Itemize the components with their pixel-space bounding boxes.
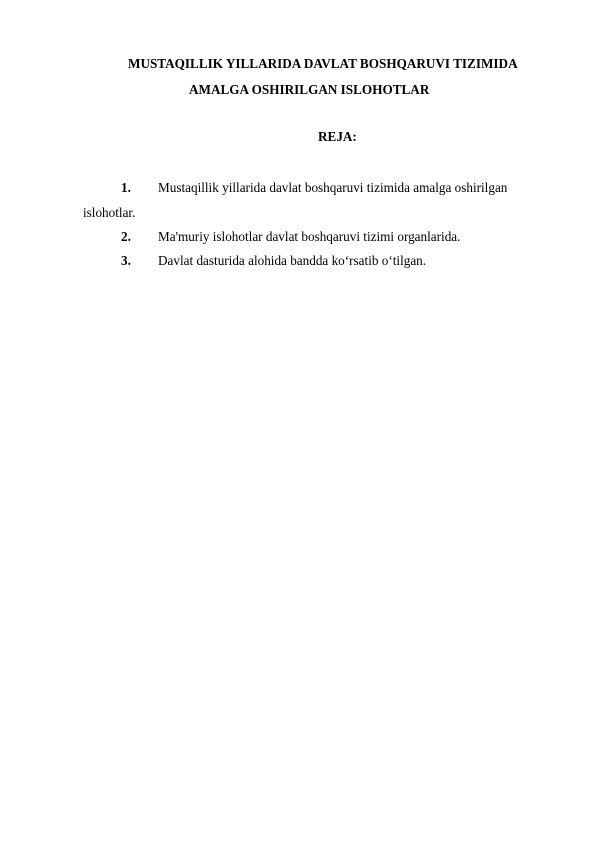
plan-item-1-continuation: islohotlar.: [83, 205, 136, 220]
plan-item-2-text: Ma'muriy islohotlar davlat boshqaruvi tizimi organlarida.: [158, 229, 461, 244]
plan-item-3-text: Davlat dasturida alohida bandda ko‘rsatib o‘tilgan.: [158, 253, 427, 268]
document-title-line-1: MUSTAQILLIK YILLARIDA DAVLAT BOSHQARUVI TIZIMIDA: [128, 56, 518, 71]
document-title-line-2: AMALGA OSHIRILGAN ISLOHOTLAR: [189, 82, 430, 97]
plan-heading: REJA:: [318, 129, 357, 144]
plan-item-2-number: 2.: [121, 229, 131, 244]
plan-item-1-number: 1.: [121, 180, 131, 195]
plan-item-3-number: 3.: [121, 253, 131, 268]
plan-item-1-text: Mustaqillik yillarida davlat boshqaruvi tizimida amalga oshirilgan: [158, 180, 508, 195]
